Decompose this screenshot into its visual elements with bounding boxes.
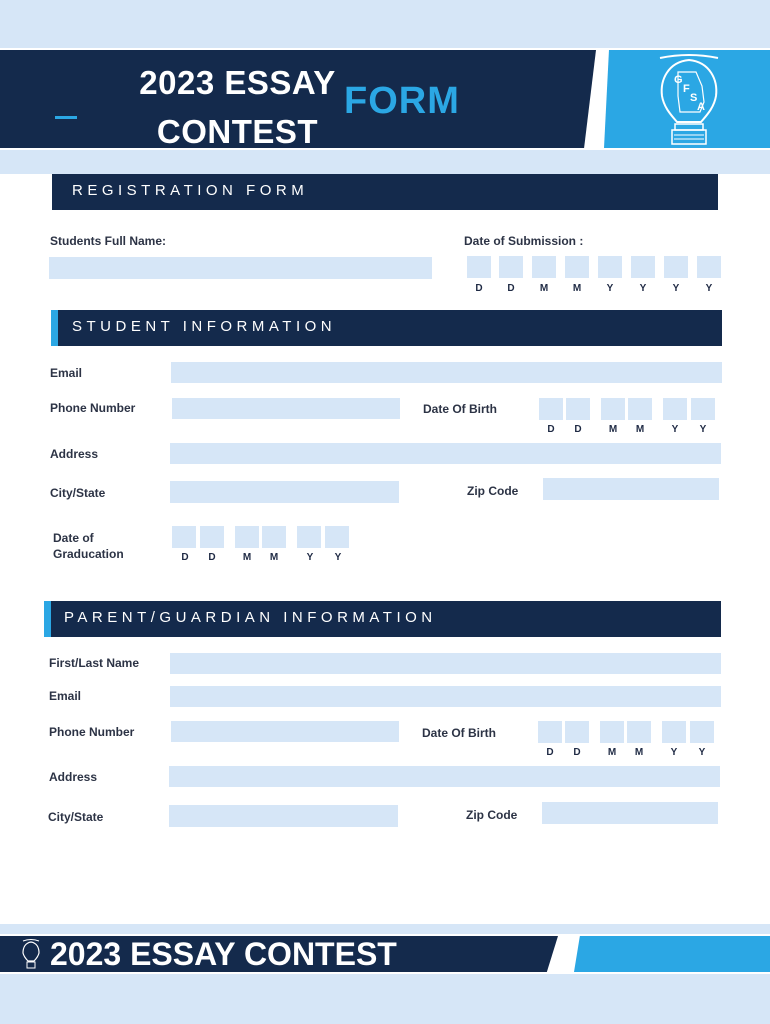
graduation-day-1-box[interactable] — [172, 526, 196, 548]
graduation-month-1-box[interactable] — [235, 526, 259, 548]
submission-letter-d2: D — [507, 283, 515, 294]
header-dash — [55, 116, 77, 119]
parent-name-label: First/Last Name — [49, 656, 140, 670]
student-dob-letter-m1: M — [608, 424, 618, 435]
student-dob-year-2-box[interactable] — [691, 398, 715, 420]
page-title — [120, 58, 355, 156]
submission-letter-y3: Y — [672, 283, 680, 294]
parent-dob-letter-y1: Y — [670, 747, 678, 758]
student-dob-year-1-box[interactable] — [663, 398, 687, 420]
submission-letter-y2: Y — [639, 283, 647, 294]
graduation-letter-y2: Y — [334, 552, 342, 563]
submission-letter-y1: Y — [606, 283, 614, 294]
parent-section-accent — [44, 601, 51, 637]
student-dob-letter-y1: Y — [671, 424, 679, 435]
form-word: FORM — [344, 80, 460, 122]
parent-dob-letter-d2: D — [573, 747, 581, 758]
parent-dob-label: Date Of Birth — [422, 726, 497, 740]
student-zip-field[interactable] — [543, 478, 719, 500]
student-address-label: Address — [50, 447, 99, 461]
student-city-label: City/State — [50, 486, 106, 500]
logo-letter-f: F — [683, 83, 690, 95]
parent-address-field[interactable] — [169, 766, 720, 787]
submission-month-1-box[interactable] — [532, 256, 556, 278]
student-dob-letter-d1: D — [547, 424, 555, 435]
submission-letter-d1: D — [475, 283, 483, 294]
submission-letter-y4: Y — [705, 283, 713, 294]
parent-dob-day-1-box[interactable] — [538, 721, 562, 743]
graduation-date-label — [53, 530, 124, 562]
students-full-name-label: Students Full Name: — [50, 234, 167, 248]
logo-letter-s: S — [690, 92, 698, 104]
student-email-label: Email — [50, 366, 83, 380]
graduation-letter-m1: M — [242, 552, 252, 563]
graduation-letter-m2: M — [269, 552, 279, 563]
student-city-field[interactable] — [170, 481, 399, 503]
parent-dob-month-2-box[interactable] — [627, 721, 651, 743]
graduation-letter-d2: D — [208, 552, 216, 563]
student-dob-day-1-box[interactable] — [539, 398, 563, 420]
submission-month-2-box[interactable] — [565, 256, 589, 278]
parent-dob-letter-m2: M — [634, 747, 644, 758]
footer-accent-panel — [574, 936, 770, 972]
parent-phone-label: Phone Number — [49, 725, 135, 739]
parent-dob-letter-y2: Y — [698, 747, 706, 758]
parent-name-field[interactable] — [170, 653, 721, 674]
parent-zip-field[interactable] — [542, 802, 718, 824]
student-dob-letter-m2: M — [635, 424, 645, 435]
student-address-field[interactable] — [170, 443, 721, 464]
parent-city-field[interactable] — [169, 805, 398, 827]
parent-dob-month-1-box[interactable] — [600, 721, 624, 743]
student-phone-field[interactable] — [172, 398, 400, 419]
student-dob-label: Date Of Birth — [423, 402, 498, 416]
student-dob-month-1-box[interactable] — [601, 398, 625, 420]
submission-year-1-box[interactable] — [598, 256, 622, 278]
submission-year-2-box[interactable] — [631, 256, 655, 278]
graduation-label-line-2: Graducation — [53, 547, 124, 561]
parent-email-field[interactable] — [170, 686, 721, 707]
submission-letter-m1: M — [539, 283, 549, 294]
section-student-header: STUDENT INFORMATION — [58, 310, 722, 346]
submission-day-1-box[interactable] — [467, 256, 491, 278]
parent-dob-letter-m1: M — [607, 747, 617, 758]
page-title-line-2: CONTEST — [156, 113, 319, 150]
submission-year-4-box[interactable] — [697, 256, 721, 278]
date-of-submission-label: Date of Submission : — [464, 234, 584, 248]
footer-logo-icon — [20, 937, 42, 970]
student-phone-label: Phone Number — [50, 401, 136, 415]
student-dob-day-2-box[interactable] — [566, 398, 590, 420]
parent-dob-day-2-box[interactable] — [565, 721, 589, 743]
submission-day-2-box[interactable] — [499, 256, 523, 278]
student-zip-label: Zip Code — [467, 484, 519, 498]
graduation-month-2-box[interactable] — [262, 526, 286, 548]
graduation-year-2-box[interactable] — [325, 526, 349, 548]
parent-address-label: Address — [49, 770, 98, 784]
parent-email-label: Email — [49, 689, 82, 703]
graduation-day-2-box[interactable] — [200, 526, 224, 548]
section-registration-header: REGISTRATION FORM — [52, 174, 718, 210]
student-dob-letter-d2: D — [574, 424, 582, 435]
student-section-accent — [51, 310, 58, 346]
graduation-year-1-box[interactable] — [297, 526, 321, 548]
graduation-label-line-1: Date of — [53, 531, 94, 545]
student-dob-month-2-box[interactable] — [628, 398, 652, 420]
graduation-letter-d1: D — [181, 552, 189, 563]
parent-zip-label: Zip Code — [466, 808, 518, 822]
graduation-letter-y1: Y — [306, 552, 314, 563]
student-dob-letter-y2: Y — [699, 424, 707, 435]
students-full-name-field[interactable] — [49, 257, 432, 279]
submission-letter-m2: M — [572, 283, 582, 294]
parent-phone-field[interactable] — [171, 721, 399, 742]
parent-dob-year-2-box[interactable] — [690, 721, 714, 743]
page-title-line-1: 2023 ESSAY — [139, 64, 336, 101]
parent-dob-year-1-box[interactable] — [662, 721, 686, 743]
submission-year-3-box[interactable] — [664, 256, 688, 278]
footer-title: 2023 ESSAY CONTEST — [50, 936, 397, 972]
logo-letter-a: A — [697, 101, 705, 113]
gfsa-logo — [650, 52, 728, 148]
logo-letter-g: G — [674, 74, 683, 86]
section-parent-header: PARENT/GUARDIAN INFORMATION — [51, 601, 721, 637]
student-email-field[interactable] — [171, 362, 722, 383]
parent-dob-letter-d1: D — [546, 747, 554, 758]
parent-city-label: City/State — [48, 810, 104, 824]
